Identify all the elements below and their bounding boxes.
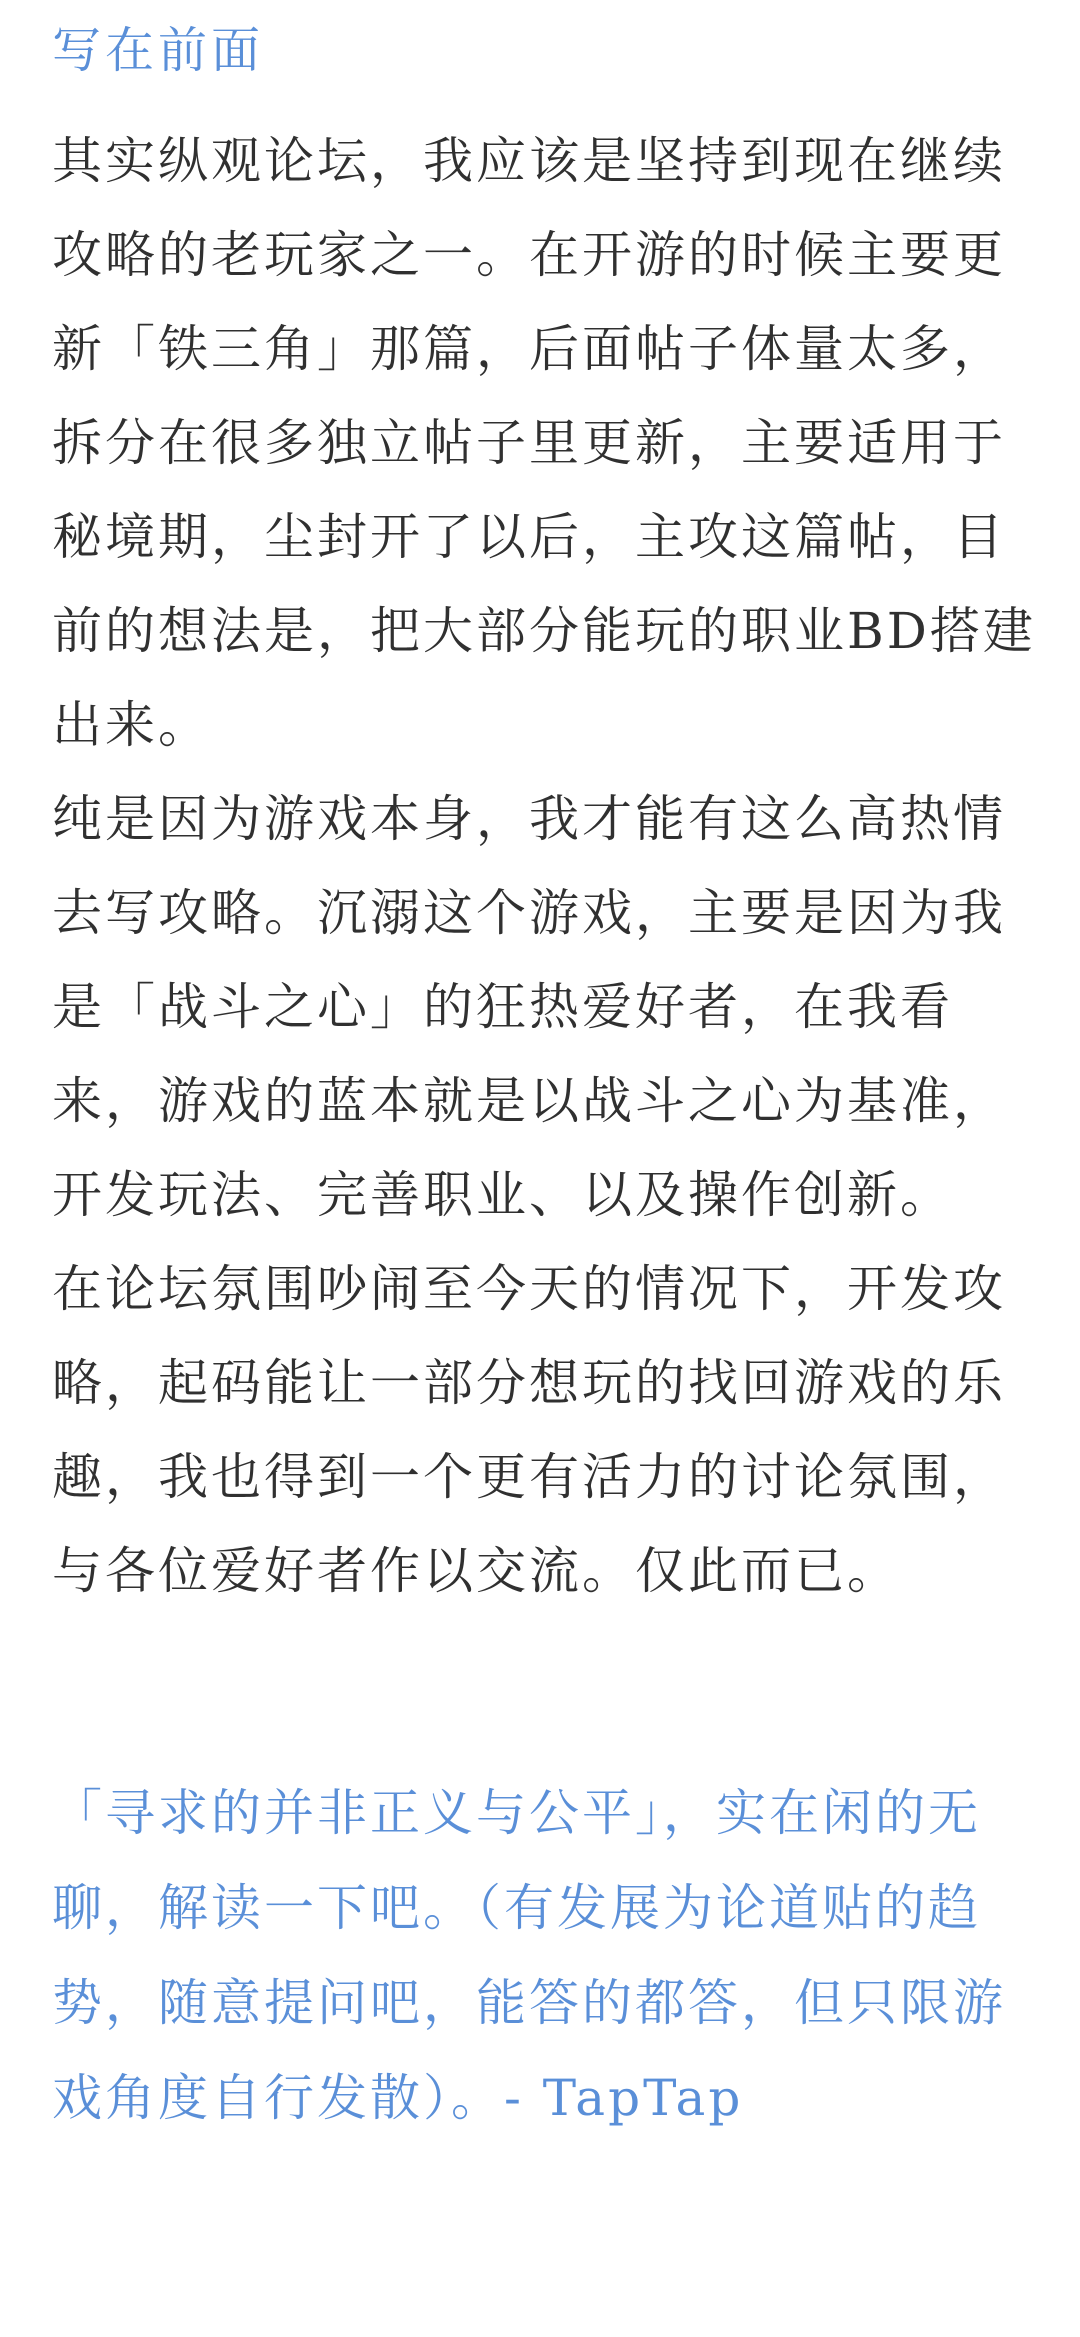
section-title: 写在前面 — [52, 22, 265, 79]
quote-link-text[interactable]: 「寻求的并非正义与公平」，实在闲的无聊，解读一下吧。（有发展为论道贴的趋势，随意提问吧，能答的都答，但只限游戏角度自行发散）。- TapTap — [52, 1784, 1006, 2127]
paragraph-3: 在论坛氛围吵闹至今天的情况下，开发攻略，起码能让一部分想玩的找回游戏的乐趣，我也得到一个更有活力的讨论氛围，与各位爱好者作以交流。仅此而已。 — [52, 1260, 1006, 1600]
paragraph-2: 纯是因为游戏本身，我才能有这么高热情去写攻略。沉溺这个游戏，主要是因为我是「战斗之心」的狂热爱好者，在我看来，游戏的蓝本就是以战斗之心为基准，开发玩法、完善职业、以及操作创新。 — [52, 790, 1006, 1224]
paragraph-1: 其实纵观论坛，我应该是坚持到现在继续攻略的老玩家之一。在开游的时候主要更新「铁三角」那篇，后面帖子体量太多，拆分在很多独立帖子里更新，主要适用于秘境期，尘封开了以后，主攻这篇帖，目前的想法是，把大部分能玩的职业BD搭建出来。 — [52, 132, 1036, 754]
article-body — [52, 0, 1042, 2146]
